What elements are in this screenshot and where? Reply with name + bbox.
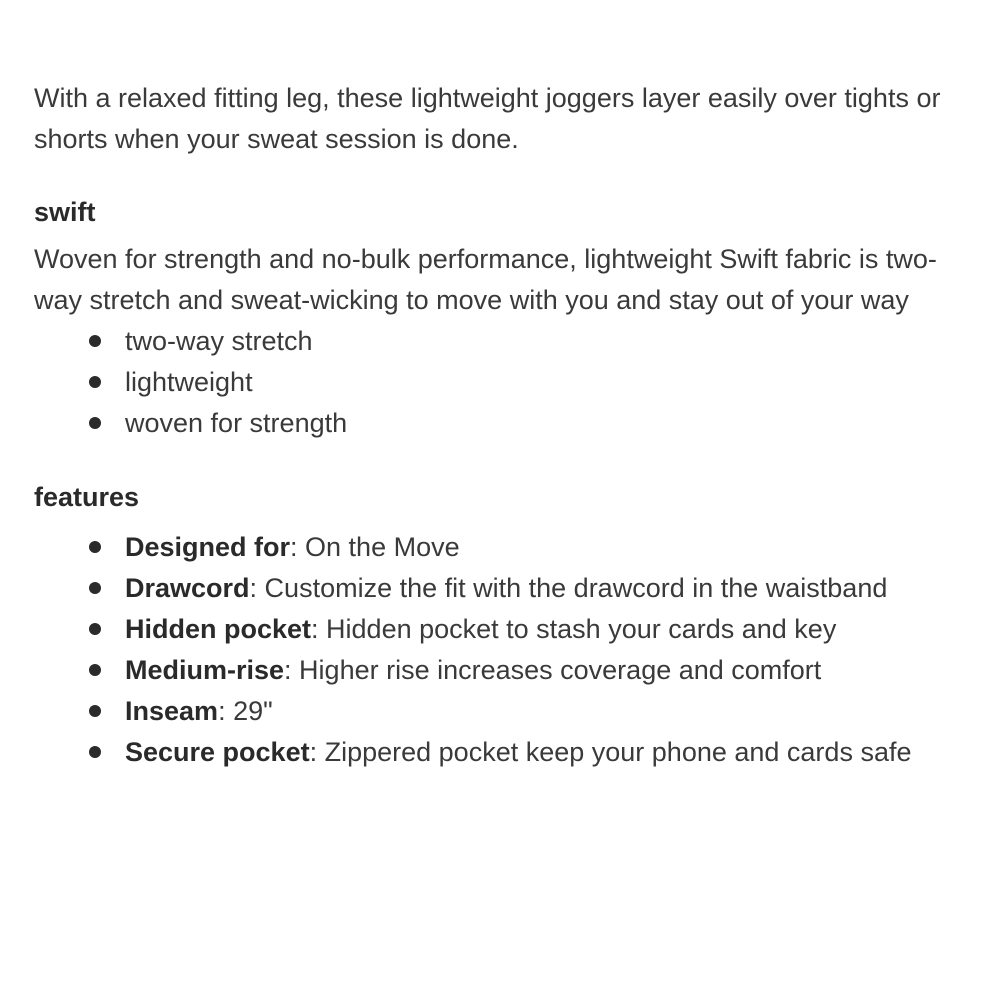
feature-term: Designed for	[125, 532, 291, 562]
feature-item	[34, 527, 966, 568]
feature-term: Inseam	[125, 696, 219, 726]
feature-description: : Customize the fit with the drawcord in the waistband	[249, 573, 888, 603]
list-item	[34, 362, 966, 403]
feature-description: : Higher rise increases coverage and comfort	[284, 655, 822, 685]
bullet-icon	[89, 417, 101, 429]
list-item	[34, 403, 966, 444]
intro-paragraph: With a relaxed fitting leg, these lightweight joggers layer easily over tights or shorts when your sweat session is done.	[34, 83, 941, 154]
bullet-icon	[89, 705, 101, 717]
bullet-text: woven for strength	[125, 408, 348, 438]
feature-description: : On the Move	[290, 532, 460, 562]
bullet-icon	[89, 541, 101, 553]
bullet-icon	[89, 746, 101, 758]
bullet-icon	[89, 376, 101, 388]
feature-description: : 29"	[218, 696, 273, 726]
bullet-icon	[89, 664, 101, 676]
list-item	[34, 321, 966, 362]
feature-description: : Hidden pocket to stash your cards and key	[311, 614, 837, 644]
feature-item	[34, 732, 966, 773]
swift-bullet-list	[34, 321, 966, 444]
feature-item	[34, 691, 966, 732]
bullet-icon	[89, 582, 101, 594]
feature-term: Secure pocket	[125, 737, 310, 767]
feature-item	[34, 650, 966, 691]
feature-description: : Zippered pocket keep your phone and cards safe	[309, 737, 912, 767]
bullet-icon	[89, 335, 101, 347]
feature-item	[34, 568, 966, 609]
swift-description: Woven for strength and no-bulk performance, lightweight Swift fabric is two-way stretch and sweat-wicking to move with you and stay out of your way	[34, 244, 937, 315]
feature-term: Hidden pocket	[125, 614, 312, 644]
feature-term: Medium-rise	[125, 655, 285, 685]
feature-term: Drawcord	[125, 573, 250, 603]
bullet-text: two-way stretch	[125, 326, 313, 356]
swift-heading: swift	[34, 197, 96, 227]
bullet-icon	[89, 623, 101, 635]
features-heading: features	[34, 482, 140, 512]
bullet-text: lightweight	[125, 367, 253, 397]
feature-item	[34, 609, 966, 650]
features-list	[34, 527, 966, 773]
